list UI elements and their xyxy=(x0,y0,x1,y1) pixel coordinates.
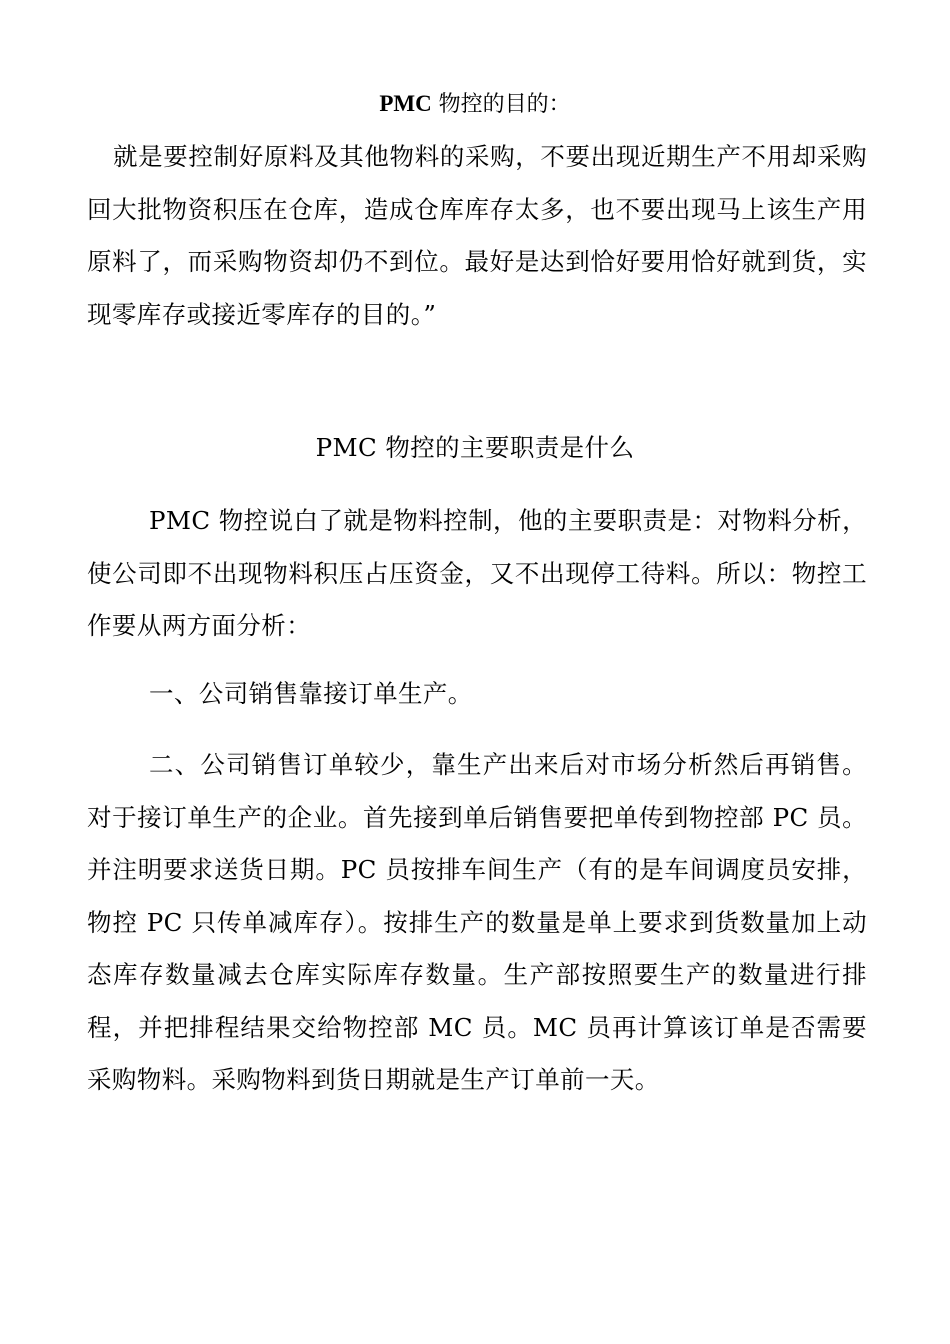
section2-paragraph-3: 二、公司销售订单较少，靠生产出来后对市场分析然后再销售。对于接订单生产的企业。首先接到单后销售要把单传到物控部 PC 员。并注明要求送货日期。PC 员按排车间生产（有的是车间调度员安排，物控 PC 只传单减库存）。按排生产的数量是单上要求到货数量加上动态库存数量减去仓库实际库存数量。生产部按照要生产的数量进行排程，并把排程结果交给物控部 MC 员。MC 员再计算该订单是否需要采购物料。采购物料到货日期就是生产订单前一天。 xyxy=(87,750,867,1094)
section2-title: PMC 物控的主要职责是什么 xyxy=(315,433,635,462)
section1-title-bold: PMC xyxy=(379,91,432,116)
section1-title-rest: 物控的目的： xyxy=(431,92,571,117)
section1-paragraph: 就是要控制好原料及其他物料的采购，不要出现近期生产不用却采购回大批物资积压在仓库，造成仓库库存太多，也不要出现马上该生产用原料了，而采购物资却仍不到位。最好是达到恰好要用恰好就到货，实现零库存或接近零库存的目的。” xyxy=(87,142,867,329)
section2-paragraph-2: 一、公司销售靠接订单生产。 xyxy=(149,679,473,708)
section2-paragraph-1: PMC 物控说白了就是物料控制，他的主要职责是：对物料分析，使公司即不出现物料积压占压资金，又不出现停工待料。所以：物控工作要从两方面分析： xyxy=(87,506,867,640)
section1-title xyxy=(0,88,950,121)
